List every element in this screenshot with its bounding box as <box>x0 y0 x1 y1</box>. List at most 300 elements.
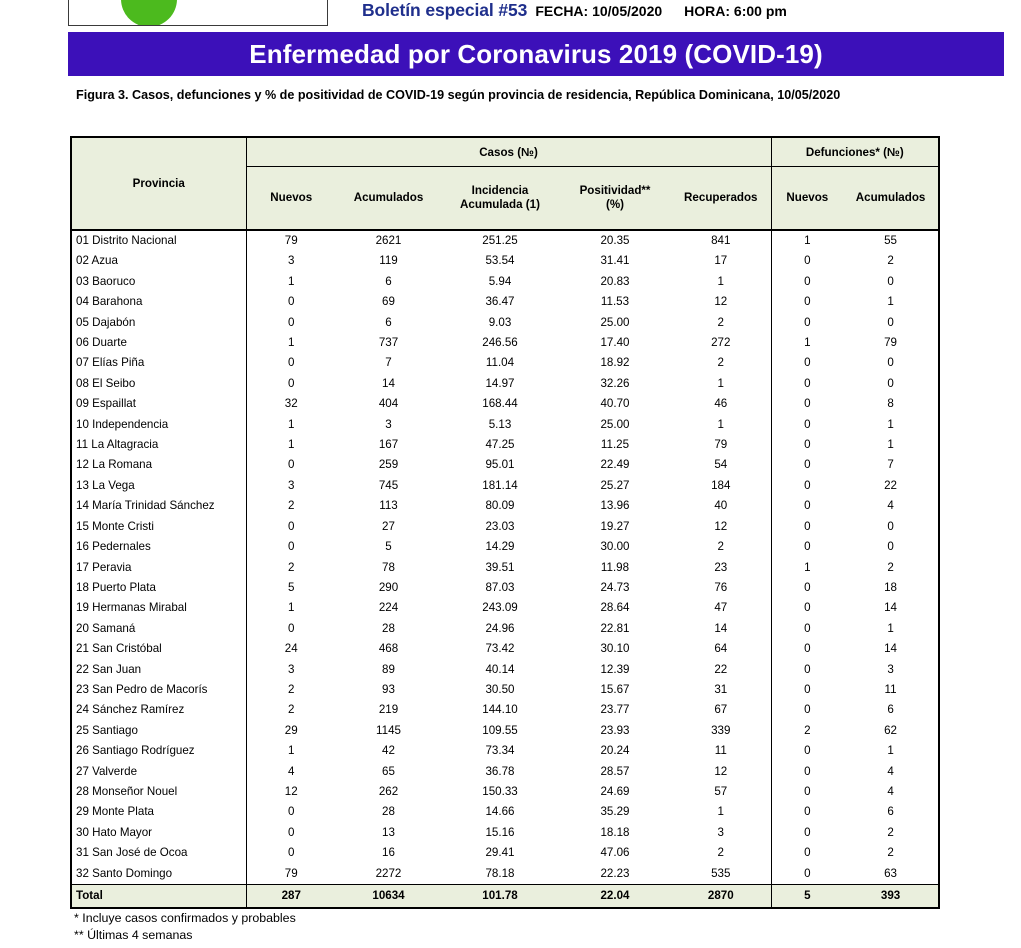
cell-incidencia-acumulada: 5.94 <box>441 272 559 292</box>
cell-provincia: 26 Santiago Rodríguez <box>71 741 246 761</box>
cell-incidencia-acumulada: 36.78 <box>441 762 559 782</box>
table-row <box>71 762 939 782</box>
cell-def-acumulados: 1 <box>843 415 939 435</box>
col-header-incidencia-line2: Acumulada (1) <box>460 198 540 211</box>
cell-provincia: 09 Espaillat <box>71 394 246 414</box>
cell-positividad: 15.67 <box>559 680 671 700</box>
cell-incidencia-acumulada: 14.66 <box>441 802 559 822</box>
cell-incidencia-acumulada: 30.50 <box>441 680 559 700</box>
cell-positividad: 18.92 <box>559 353 671 373</box>
cell-def-acumulados: 1 <box>843 292 939 312</box>
cell-recuperados: 67 <box>671 700 771 720</box>
cell-provincia: 19 Hermanas Mirabal <box>71 598 246 618</box>
cell-incidencia-acumulada: 150.33 <box>441 782 559 802</box>
cell-positividad: 28.64 <box>559 598 671 618</box>
cell-positividad: 40.70 <box>559 394 671 414</box>
cell-def-nuevos: 0 <box>771 782 843 802</box>
col-group-header-casos: Casos (№) <box>246 137 771 167</box>
cell-casos-nuevos: 0 <box>246 802 336 822</box>
cell-def-nuevos: 0 <box>771 823 843 843</box>
cell-def-nuevos: 0 <box>771 251 843 271</box>
logo-box <box>68 0 328 26</box>
cell-casos-acumulados: 167 <box>336 435 441 455</box>
cell-recuperados: 2 <box>671 313 771 333</box>
cell-positividad: 20.35 <box>559 230 671 251</box>
cell-def-nuevos: 0 <box>771 292 843 312</box>
cell-def-acumulados: 0 <box>843 272 939 292</box>
cell-positividad: 25.00 <box>559 313 671 333</box>
table-head <box>71 137 939 230</box>
total-cell-provincia: Total <box>71 885 246 909</box>
banner-title: Enfermedad por Coronavirus 2019 (COVID-19) <box>249 38 823 69</box>
cell-positividad: 22.23 <box>559 864 671 885</box>
table-row <box>71 333 939 353</box>
cell-def-acumulados: 4 <box>843 496 939 516</box>
table-row <box>71 578 939 598</box>
cell-positividad: 24.73 <box>559 578 671 598</box>
table-row <box>71 476 939 496</box>
table-row <box>71 639 939 659</box>
disease-banner <box>68 32 1004 76</box>
col-header-provincia: Provincia <box>71 137 246 230</box>
table-row <box>71 802 939 822</box>
table-row <box>71 558 939 578</box>
table-total-row <box>71 885 939 909</box>
cell-recuperados: 64 <box>671 639 771 659</box>
total-cell-incidencia-acumulada: 101.78 <box>441 885 559 909</box>
cell-def-nuevos: 2 <box>771 721 843 741</box>
cell-casos-acumulados: 13 <box>336 823 441 843</box>
footnote-1: * Incluye casos confirmados y probables <box>74 911 296 925</box>
cell-def-acumulados: 6 <box>843 700 939 720</box>
cell-provincia: 05 Dajabón <box>71 313 246 333</box>
col-header-positividad-line1: Positividad** <box>579 184 651 197</box>
cell-recuperados: 12 <box>671 292 771 312</box>
cell-casos-acumulados: 290 <box>336 578 441 598</box>
cell-recuperados: 46 <box>671 394 771 414</box>
cell-casos-acumulados: 3 <box>336 415 441 435</box>
cell-casos-acumulados: 2621 <box>336 230 441 251</box>
cell-casos-nuevos: 5 <box>246 578 336 598</box>
cell-provincia: 02 Azua <box>71 251 246 271</box>
cell-def-nuevos: 1 <box>771 558 843 578</box>
cell-provincia: 15 Monte Cristi <box>71 517 246 537</box>
cell-recuperados: 535 <box>671 864 771 885</box>
cell-def-nuevos: 0 <box>771 680 843 700</box>
cell-def-nuevos: 0 <box>771 598 843 618</box>
table-row <box>71 700 939 720</box>
table-row <box>71 517 939 537</box>
cell-recuperados: 17 <box>671 251 771 271</box>
col-header-incidencia-line1: Incidencia <box>471 184 529 197</box>
cell-def-acumulados: 4 <box>843 762 939 782</box>
cell-positividad: 11.53 <box>559 292 671 312</box>
cell-casos-acumulados: 93 <box>336 680 441 700</box>
figure-caption: Figura 3. Casos, defunciones y % de positividad de COVID-19 según provincia de residencia, República Dominicana, 10/05/2020 <box>76 88 841 102</box>
cell-def-nuevos: 0 <box>771 639 843 659</box>
cell-casos-acumulados: 28 <box>336 619 441 639</box>
cell-def-acumulados: 1 <box>843 619 939 639</box>
cell-casos-nuevos: 2 <box>246 680 336 700</box>
cell-provincia: 28 Monseñor Nouel <box>71 782 246 802</box>
cell-casos-acumulados: 224 <box>336 598 441 618</box>
cell-def-nuevos: 0 <box>771 537 843 557</box>
cell-casos-nuevos: 79 <box>246 230 336 251</box>
col-header-recuperados: Recuperados <box>671 167 771 231</box>
cell-incidencia-acumulada: 5.13 <box>441 415 559 435</box>
cell-def-acumulados: 0 <box>843 517 939 537</box>
table-row <box>71 823 939 843</box>
cell-def-nuevos: 0 <box>771 394 843 414</box>
cell-incidencia-acumulada: 14.97 <box>441 374 559 394</box>
table-row <box>71 374 939 394</box>
cell-incidencia-acumulada: 95.01 <box>441 455 559 475</box>
cell-def-acumulados: 14 <box>843 598 939 618</box>
table-body <box>71 230 939 908</box>
cell-def-acumulados: 0 <box>843 537 939 557</box>
cell-incidencia-acumulada: 24.96 <box>441 619 559 639</box>
cell-incidencia-acumulada: 53.54 <box>441 251 559 271</box>
cell-casos-nuevos: 1 <box>246 272 336 292</box>
cell-def-acumulados: 0 <box>843 374 939 394</box>
cell-incidencia-acumulada: 73.34 <box>441 741 559 761</box>
cell-casos-acumulados: 5 <box>336 537 441 557</box>
table-row <box>71 394 939 414</box>
total-cell-def-nuevos: 5 <box>771 885 843 909</box>
cell-recuperados: 79 <box>671 435 771 455</box>
cell-provincia: 23 San Pedro de Macorís <box>71 680 246 700</box>
col-header-positividad-line2: (%) <box>605 198 625 211</box>
cell-provincia: 27 Valverde <box>71 762 246 782</box>
cell-def-acumulados: 2 <box>843 823 939 843</box>
cell-incidencia-acumulada: 144.10 <box>441 700 559 720</box>
cell-recuperados: 76 <box>671 578 771 598</box>
footnote-2: ** Últimas 4 semanas <box>74 928 193 942</box>
cell-def-acumulados: 2 <box>843 558 939 578</box>
cell-recuperados: 2 <box>671 537 771 557</box>
table-row <box>71 272 939 292</box>
table-footnotes <box>74 910 296 944</box>
cell-casos-acumulados: 14 <box>336 374 441 394</box>
cell-def-acumulados: 2 <box>843 251 939 271</box>
cell-casos-acumulados: 468 <box>336 639 441 659</box>
col-header-casos-acumulados: Acumulados <box>336 167 441 231</box>
cell-provincia: 06 Duarte <box>71 333 246 353</box>
cell-casos-acumulados: 89 <box>336 660 441 680</box>
cell-incidencia-acumulada: 39.51 <box>441 558 559 578</box>
cell-incidencia-acumulada: 87.03 <box>441 578 559 598</box>
cell-positividad: 25.00 <box>559 415 671 435</box>
ministry-logo-icon <box>121 0 177 26</box>
cell-positividad: 13.96 <box>559 496 671 516</box>
col-header-positividad <box>559 167 671 231</box>
table-row <box>71 251 939 271</box>
table-row <box>71 721 939 741</box>
page-header <box>0 0 1021 27</box>
cell-positividad: 32.26 <box>559 374 671 394</box>
cell-incidencia-acumulada: 73.42 <box>441 639 559 659</box>
cell-positividad: 24.69 <box>559 782 671 802</box>
cell-incidencia-acumulada: 11.04 <box>441 353 559 373</box>
cell-recuperados: 54 <box>671 455 771 475</box>
cell-def-acumulados: 3 <box>843 660 939 680</box>
cell-casos-nuevos: 0 <box>246 537 336 557</box>
cell-positividad: 12.39 <box>559 660 671 680</box>
cell-positividad: 23.93 <box>559 721 671 741</box>
cell-provincia: 24 Sánchez Ramírez <box>71 700 246 720</box>
cell-casos-acumulados: 27 <box>336 517 441 537</box>
cell-def-acumulados: 2 <box>843 843 939 863</box>
bulletin-date: FECHA: 10/05/2020 <box>535 3 663 19</box>
cell-provincia: 17 Peravia <box>71 558 246 578</box>
cell-def-acumulados: 11 <box>843 680 939 700</box>
cell-def-nuevos: 0 <box>771 700 843 720</box>
cell-recuperados: 12 <box>671 517 771 537</box>
cell-casos-acumulados: 28 <box>336 802 441 822</box>
cell-provincia: 25 Santiago <box>71 721 246 741</box>
cell-casos-nuevos: 0 <box>246 517 336 537</box>
cell-recuperados: 40 <box>671 496 771 516</box>
cell-provincia: 22 San Juan <box>71 660 246 680</box>
cell-provincia: 20 Samaná <box>71 619 246 639</box>
cell-casos-acumulados: 1145 <box>336 721 441 741</box>
cell-casos-nuevos: 0 <box>246 292 336 312</box>
cell-def-nuevos: 0 <box>771 496 843 516</box>
cell-incidencia-acumulada: 15.16 <box>441 823 559 843</box>
province-table-wrapper <box>70 136 938 909</box>
cell-def-nuevos: 0 <box>771 762 843 782</box>
cell-recuperados: 22 <box>671 660 771 680</box>
cell-def-nuevos: 0 <box>771 741 843 761</box>
table-row <box>71 660 939 680</box>
cell-positividad: 17.40 <box>559 333 671 353</box>
cell-def-acumulados: 7 <box>843 455 939 475</box>
cell-positividad: 47.06 <box>559 843 671 863</box>
table-row <box>71 864 939 885</box>
bulletin-title: Boletín especial #53 <box>362 0 528 20</box>
cell-positividad: 23.77 <box>559 700 671 720</box>
cell-casos-acumulados: 16 <box>336 843 441 863</box>
cell-recuperados: 3 <box>671 823 771 843</box>
cell-def-nuevos: 0 <box>771 843 843 863</box>
cell-provincia: 18 Puerto Plata <box>71 578 246 598</box>
cell-provincia: 30 Hato Mayor <box>71 823 246 843</box>
cell-casos-acumulados: 259 <box>336 455 441 475</box>
total-cell-recuperados: 2870 <box>671 885 771 909</box>
cell-recuperados: 2 <box>671 353 771 373</box>
cell-positividad: 30.10 <box>559 639 671 659</box>
total-cell-positividad: 22.04 <box>559 885 671 909</box>
cell-provincia: 01 Distrito Nacional <box>71 230 246 251</box>
cell-casos-acumulados: 404 <box>336 394 441 414</box>
table-row <box>71 843 939 863</box>
table-row <box>71 415 939 435</box>
table-row <box>71 435 939 455</box>
cell-recuperados: 31 <box>671 680 771 700</box>
cell-casos-nuevos: 1 <box>246 333 336 353</box>
cell-recuperados: 23 <box>671 558 771 578</box>
table-row <box>71 680 939 700</box>
cell-casos-acumulados: 42 <box>336 741 441 761</box>
cell-provincia: 16 Pedernales <box>71 537 246 557</box>
cell-def-acumulados: 63 <box>843 864 939 885</box>
cell-positividad: 25.27 <box>559 476 671 496</box>
cell-provincia: 08 El Seibo <box>71 374 246 394</box>
cell-casos-acumulados: 262 <box>336 782 441 802</box>
cell-casos-nuevos: 32 <box>246 394 336 414</box>
cell-casos-nuevos: 1 <box>246 435 336 455</box>
cell-casos-nuevos: 79 <box>246 864 336 885</box>
table-row <box>71 782 939 802</box>
cell-positividad: 19.27 <box>559 517 671 537</box>
cell-casos-nuevos: 24 <box>246 639 336 659</box>
cell-casos-nuevos: 0 <box>246 823 336 843</box>
cell-incidencia-acumulada: 181.14 <box>441 476 559 496</box>
cell-incidencia-acumulada: 246.56 <box>441 333 559 353</box>
cell-def-nuevos: 0 <box>771 802 843 822</box>
table-row <box>71 313 939 333</box>
cell-provincia: 10 Independencia <box>71 415 246 435</box>
col-header-def-acumulados: Acumulados <box>843 167 939 231</box>
cell-incidencia-acumulada: 40.14 <box>441 660 559 680</box>
cell-positividad: 31.41 <box>559 251 671 271</box>
cell-def-acumulados: 6 <box>843 802 939 822</box>
cell-incidencia-acumulada: 251.25 <box>441 230 559 251</box>
cell-casos-nuevos: 0 <box>246 374 336 394</box>
cell-def-nuevos: 0 <box>771 578 843 598</box>
cell-def-acumulados: 4 <box>843 782 939 802</box>
cell-casos-nuevos: 12 <box>246 782 336 802</box>
table-row <box>71 598 939 618</box>
cell-provincia: 03 Baoruco <box>71 272 246 292</box>
table-row <box>71 353 939 373</box>
cell-recuperados: 1 <box>671 415 771 435</box>
cell-recuperados: 841 <box>671 230 771 251</box>
cell-def-acumulados: 22 <box>843 476 939 496</box>
cell-incidencia-acumulada: 47.25 <box>441 435 559 455</box>
cell-positividad: 22.49 <box>559 455 671 475</box>
table-row <box>71 619 939 639</box>
cell-def-nuevos: 0 <box>771 272 843 292</box>
cell-def-nuevos: 0 <box>771 660 843 680</box>
cell-def-acumulados: 55 <box>843 230 939 251</box>
cell-def-nuevos: 0 <box>771 619 843 639</box>
total-cell-casos-acumulados: 10634 <box>336 885 441 909</box>
cell-def-acumulados: 1 <box>843 435 939 455</box>
cell-provincia: 12 La Romana <box>71 455 246 475</box>
cell-casos-acumulados: 113 <box>336 496 441 516</box>
cell-incidencia-acumulada: 80.09 <box>441 496 559 516</box>
province-statistics-table <box>70 136 940 909</box>
cell-casos-nuevos: 2 <box>246 700 336 720</box>
cell-recuperados: 11 <box>671 741 771 761</box>
cell-incidencia-acumulada: 23.03 <box>441 517 559 537</box>
cell-recuperados: 339 <box>671 721 771 741</box>
cell-incidencia-acumulada: 9.03 <box>441 313 559 333</box>
cell-recuperados: 272 <box>671 333 771 353</box>
cell-def-nuevos: 0 <box>771 864 843 885</box>
cell-positividad: 30.00 <box>559 537 671 557</box>
cell-def-nuevos: 0 <box>771 517 843 537</box>
cell-casos-acumulados: 6 <box>336 272 441 292</box>
cell-incidencia-acumulada: 36.47 <box>441 292 559 312</box>
cell-def-nuevos: 0 <box>771 313 843 333</box>
cell-casos-acumulados: 219 <box>336 700 441 720</box>
cell-incidencia-acumulada: 109.55 <box>441 721 559 741</box>
cell-casos-nuevos: 3 <box>246 476 336 496</box>
cell-casos-acumulados: 6 <box>336 313 441 333</box>
cell-casos-nuevos: 0 <box>246 353 336 373</box>
cell-recuperados: 1 <box>671 272 771 292</box>
cell-recuperados: 1 <box>671 802 771 822</box>
cell-recuperados: 12 <box>671 762 771 782</box>
cell-casos-acumulados: 745 <box>336 476 441 496</box>
total-cell-def-acumulados: 393 <box>843 885 939 909</box>
table-row <box>71 455 939 475</box>
header-group-row <box>71 137 939 167</box>
cell-casos-acumulados: 737 <box>336 333 441 353</box>
cell-incidencia-acumulada: 168.44 <box>441 394 559 414</box>
cell-def-acumulados: 62 <box>843 721 939 741</box>
cell-def-nuevos: 1 <box>771 333 843 353</box>
cell-casos-nuevos: 0 <box>246 619 336 639</box>
cell-casos-nuevos: 0 <box>246 843 336 863</box>
cell-provincia: 29 Monte Plata <box>71 802 246 822</box>
cell-positividad: 20.83 <box>559 272 671 292</box>
cell-positividad: 35.29 <box>559 802 671 822</box>
col-header-incidencia <box>441 167 559 231</box>
cell-def-nuevos: 0 <box>771 353 843 373</box>
cell-casos-acumulados: 7 <box>336 353 441 373</box>
cell-def-acumulados: 79 <box>843 333 939 353</box>
cell-casos-acumulados: 78 <box>336 558 441 578</box>
col-header-def-nuevos: Nuevos <box>771 167 843 231</box>
cell-positividad: 28.57 <box>559 762 671 782</box>
cell-recuperados: 1 <box>671 374 771 394</box>
cell-provincia: 32 Santo Domingo <box>71 864 246 885</box>
cell-recuperados: 2 <box>671 843 771 863</box>
bulletin-info-line <box>362 0 787 21</box>
cell-casos-acumulados: 69 <box>336 292 441 312</box>
cell-def-acumulados: 14 <box>843 639 939 659</box>
cell-positividad: 22.81 <box>559 619 671 639</box>
table-row <box>71 230 939 251</box>
cell-def-nuevos: 0 <box>771 455 843 475</box>
cell-incidencia-acumulada: 78.18 <box>441 864 559 885</box>
cell-positividad: 11.98 <box>559 558 671 578</box>
cell-casos-nuevos: 0 <box>246 455 336 475</box>
cell-def-acumulados: 0 <box>843 353 939 373</box>
cell-def-nuevos: 0 <box>771 476 843 496</box>
cell-recuperados: 14 <box>671 619 771 639</box>
cell-casos-nuevos: 1 <box>246 741 336 761</box>
cell-def-acumulados: 8 <box>843 394 939 414</box>
bulletin-time: HORA: 6:00 pm <box>684 3 787 19</box>
table-row <box>71 496 939 516</box>
cell-def-nuevos: 1 <box>771 230 843 251</box>
cell-positividad: 18.18 <box>559 823 671 843</box>
cell-provincia: 14 María Trinidad Sánchez <box>71 496 246 516</box>
cell-provincia: 04 Barahona <box>71 292 246 312</box>
cell-positividad: 20.24 <box>559 741 671 761</box>
cell-def-nuevos: 0 <box>771 415 843 435</box>
cell-def-acumulados: 1 <box>843 741 939 761</box>
cell-provincia: 11 La Altagracia <box>71 435 246 455</box>
cell-casos-nuevos: 2 <box>246 558 336 578</box>
cell-recuperados: 184 <box>671 476 771 496</box>
cell-casos-acumulados: 2272 <box>336 864 441 885</box>
table-row <box>71 292 939 312</box>
